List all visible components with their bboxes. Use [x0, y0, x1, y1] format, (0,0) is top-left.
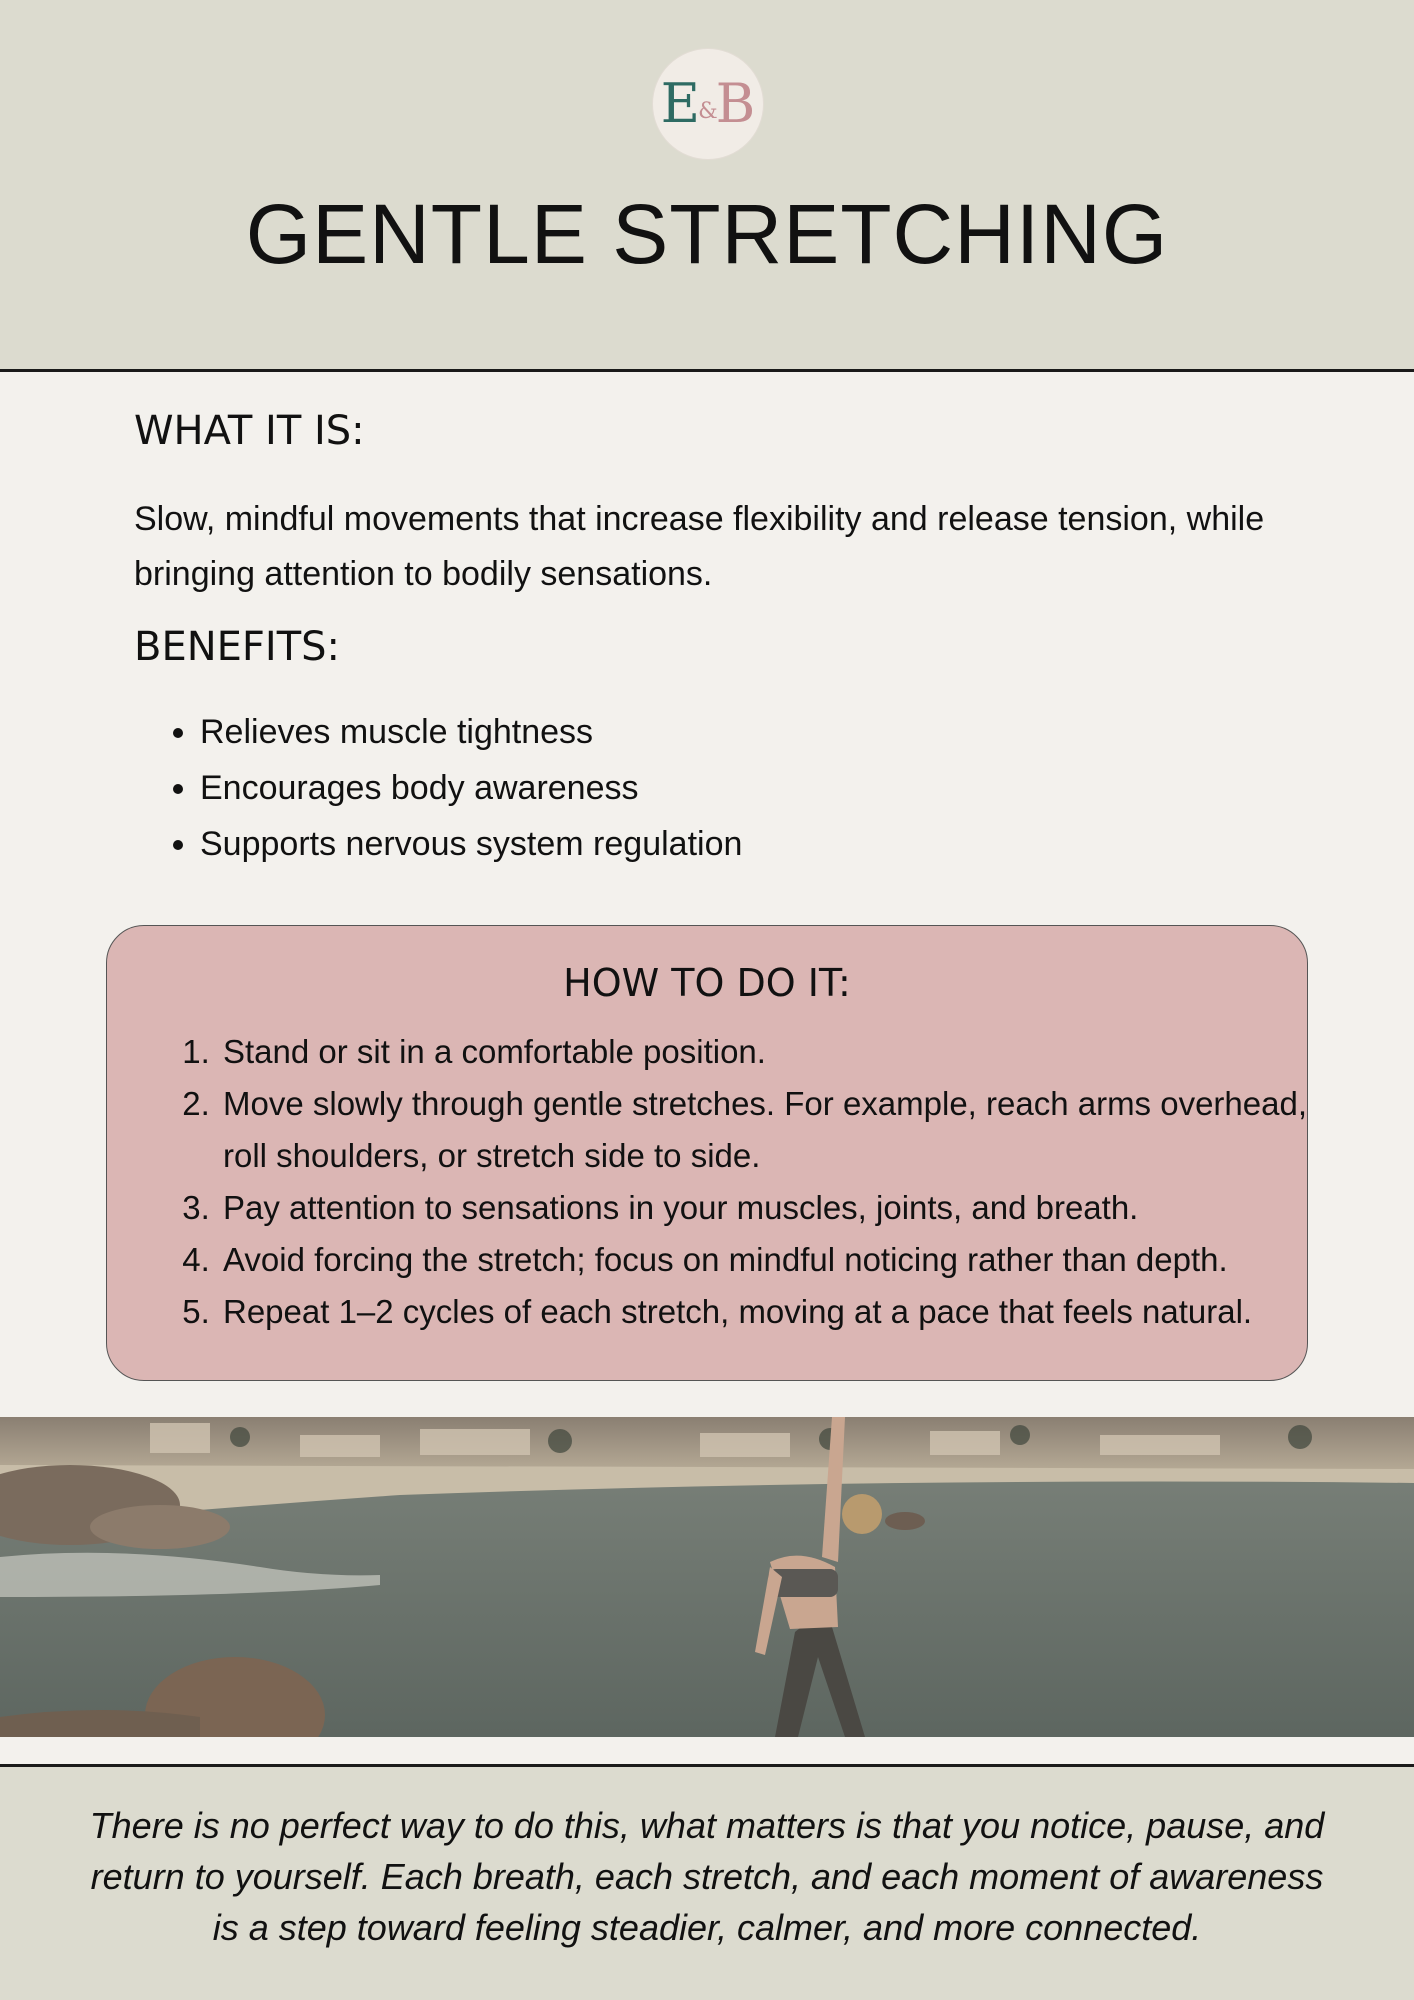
logo-ampersand: &	[698, 99, 718, 124]
how-to-panel	[106, 925, 1308, 1381]
list-item: • Relieves muscle tightness	[200, 704, 742, 760]
what-it-is-text: Slow, mindful movements that increase flexibility and release tension, while bringing attention to bodily sensations.	[134, 500, 1265, 593]
how-to-heading: HOW TO DO IT:	[563, 961, 851, 1005]
photo-illustration	[0, 1417, 1414, 1737]
logo-letter-e: E	[660, 72, 701, 135]
step-item: 3. Pay attention to sensations in your muscles, joints, and breath.	[219, 1182, 1319, 1234]
brand-logo	[652, 48, 764, 160]
step-item: 5. Repeat 1–2 cycles of each stretch, moving at a pace that feels natural.	[219, 1286, 1319, 1338]
logo-letter-b: B	[715, 72, 756, 135]
steps-list	[189, 1026, 1319, 1338]
step-item: 4. Avoid forcing the stretch; focus on mindful noticing rather than depth.	[219, 1234, 1319, 1286]
beach-stretch-photo	[0, 1417, 1414, 1737]
benefits-heading: BENEFITS:	[134, 624, 341, 670]
what-it-is-heading: WHAT IT IS:	[134, 408, 365, 454]
list-item: • Supports nervous system regulation	[200, 816, 742, 872]
closing-quote: There is no perfect way to do this, what matters is that you notice, pause, and return to yourself. Each breath, each stretch, and each moment of awareness is a step toward feeling steadier, calmer, and more connected.	[89, 1805, 1325, 1948]
benefits-list	[160, 704, 742, 872]
header	[0, 0, 1414, 372]
footer	[0, 1764, 1414, 2000]
step-item: 2. Move slowly through gentle stretches. For example, reach arms overhead, roll shoulders, or stretch side to side.	[219, 1078, 1319, 1182]
page-title: GENTLE STRETCHING	[245, 187, 1169, 281]
list-item: • Encourages body awareness	[200, 760, 742, 816]
step-item: 1. Stand or sit in a comfortable position.	[219, 1026, 1319, 1078]
